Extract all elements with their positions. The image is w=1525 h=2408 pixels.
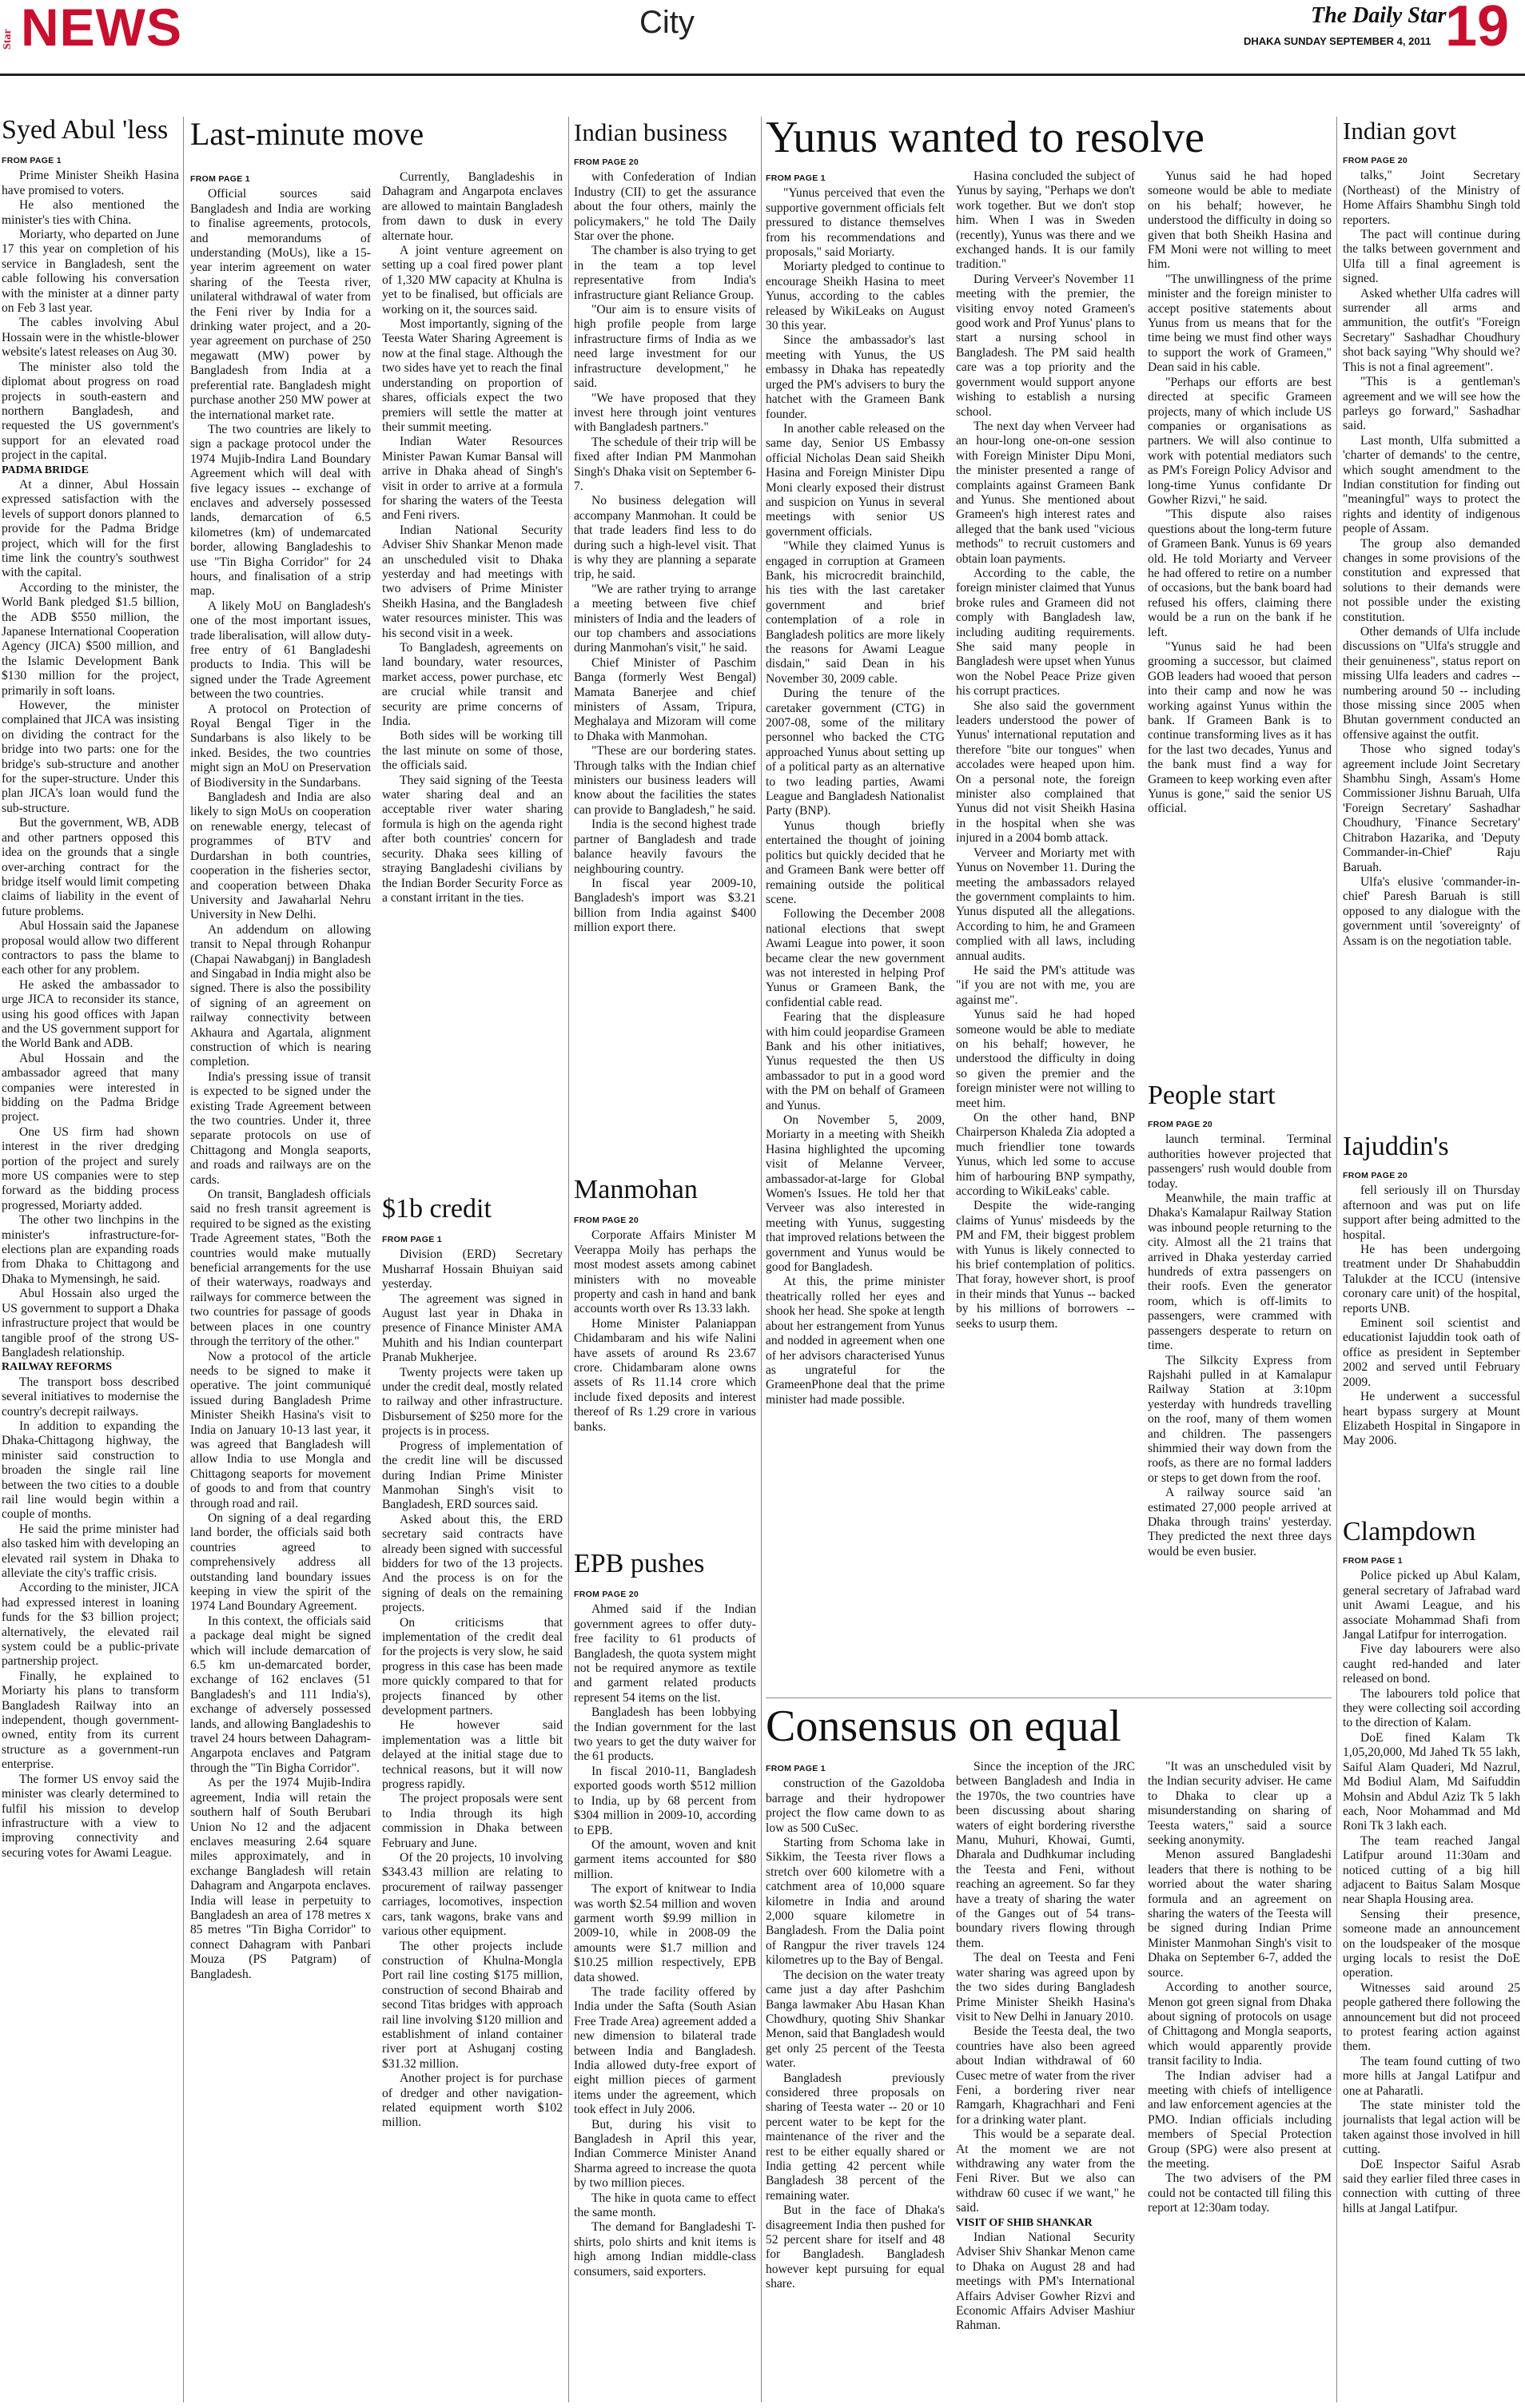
star-logo: Star [2,29,14,50]
story-consensus-c [1148,1760,1332,2404]
paragraph: "These are our bordering states. Through talks with the Indian chief ministers our business leaders will know about the facilities the states can provide to Bangladesh," he said. [574,744,756,817]
continued-from: FROM PAGE 1 [190,174,250,184]
paragraph: The schedule of their trip will be fixed after Indian PM Manmohan Singh's Dhaka visit on September 6-7. [574,435,756,493]
paragraph: The Indian adviser had a meeting with chiefs of intelligence and law enforcement agencies at the PMO. Indian officials including members of Special Protection Group (SPG) were also present at the meeting. [1148,2068,1332,2171]
paragraph: Now a protocol of the article needs to be signed to make it operative. The joint communiqué issued during Bangladesh Prime Minister Sheikh Hasina's visit to India on January 10-13 last year, it was agreed that Bangladesh will allow India to use Mongla and Chittagong seaports for movement of goods to and from that country through road and rail. [190,1349,371,1510]
story-consensus-a [766,1760,945,2404]
paragraph: Currently, Bangladeshis in Dahagram and Angarpota enclaves are allowed to maintain Bangladesh from dawn to dusk in every alternate hour. [382,170,563,243]
paragraph: Hasina concluded the subject of Yunus by saying, "Perhaps we don't work together. But we don't stop him. When I was in Sweden (recently), Yunus was there and we exchanged hands. It is our family tradition." [956,169,1135,272]
paragraph: Ulfa's elusive 'commander-in-chief' Paresh Baruah is still opposed to any dialogue with the government until 'sovereignty' of Assam is on the negotiation table. [1343,874,1520,948]
story-people [1148,1116,1332,1691]
paragraph: Bangladesh and India are also likely to sign MoUs on cooperation on renewable energy, telecast of programmes of BTV and Durdarshan in both countries, cooperation in the fisheries sector, and cooperation between Dhaka University and Jawaharlal Nehru University in New Delhi. [190,790,371,922]
masthead [0,0,1525,74]
paragraph: The demand for Bangladeshi T-shirts, polo shirts and knit items is high among Indian middle-class consumers, said exporters. [574,2220,756,2279]
headline: Yunus wanted to resolve [766,113,1205,162]
paragraph: The two countries are likely to sign a package protocol under the 1974 Mujib-Indira Land Boundary Agreement which will deal with five legacy issues -- exchange of enclaves and adversely possessed lands, demarcation of 6.5 kilometres (km) of undemarcated border, allowing Bangladeshis to use "Tin Bigha Corridor" for 24 hours, and finalisation of a strip map. [190,422,371,599]
page-number: 19 [1445,0,1510,58]
paragraph: They said signing of the Teesta water sharing deal and an acceptable river water sharing formula is high on the agenda right after both countries' concern for security. Dhaka sees killing of straying Bangladeshi civilians by the Indian Border Security Force as a constant irritant in the ties. [382,773,563,905]
paragraph: An addendum on allowing transit to Nepal through Rohanpur (Chapai Nawabganj) in Bangladesh and Singabad in India might also be signed. There is also the possibility of signing of an agreement on railway connectivity between Akhaura and Agartala, alignment construction of which is nearing completion. [190,922,371,1069]
story-indianbiz [574,153,756,1167]
paragraph: During Verveer's November 11 meeting with the premier, the visiting envoy noted Grameen's good work and Prof Yunus' plans to start a nursing school in Bangladesh. The PM said health care was a top priority and the government would support anyone wishing to establish a nursing school. [956,272,1135,419]
paragraph: Police picked up Abul Kalam, general secretary of Jafrabad ward unit Awami League, and his associate Mohammad Shafi from Jangal Latifpur for interrogation. [1343,1569,1520,1642]
paragraph: Official sources said Bangladesh and India are working to finalise agreements, protocols, and memorandums of understanding (MoUs), like a 15-year interim agreement on water sharing of the Teesta river, unilateral withdrawal of water from the Feni river by India for a drinking water project, and a 20-year agreement on purchase of 250 megawatt (MW) power by Bangladesh from India at a preferential rate. Bangladesh might purchase another 250 MW power at the international market rate. [190,187,371,422]
paragraph: Yunus though briefly entertained the thought of joining politics but quickly decided that he and Grameen Bank were better off remaining outside the political scene. [766,818,945,906]
masthead-rule [0,74,1525,76]
paragraph: But, during his visit to Bangladesh in April this year, Indian Commerce Minister Anand Sharma agreed to increase the quota by two million pieces. [574,2117,756,2191]
paragraph: The Silkcity Express from Rajshahi pulled in at Kamalapur Railway Station at 3:10pm yesterday with hundreds travelling on the roof, many of them women and children. The passengers shimmied their way down from the roofs, as there are no formal ladders or steps to get down from the roof. [1148,1353,1332,1485]
paragraph: The group also demanded changes in some provisions of the constitution and expressed that solutions to their demands were not possible under the existing constitution. [1343,536,1520,624]
paragraph: fell seriously ill on Thursday afternoon and was put on life support after being admitted to the hospital. [1343,1184,1520,1242]
paragraph: However, the minister complained that JICA was insisting on dividing the contract for the bridge into two parts: one for the bridge's sub-structure and another for the super-structure. Under this plan JICA's loan would fund the sub-structure. [2,699,179,815]
paragraph: Yunus said he had hoped someone would be able to mediate on his behalf; however, he understood the difficulty in doing so given the premier and the foreign minister were not willing to meet him. [956,1008,1135,1110]
paragraph: He also mentioned the minister's ties with China. [2,198,179,227]
paragraph: Twenty projects were taken up under the credit deal, mostly related to railway and other infrastructure. Disbursement of $250 more for the projects is in process. [382,1365,563,1439]
paragraph: The team reached Jangal Latifpur around 11:30am and noticed cutting of a big hill adjacent to Baitus Salam Mosque near Shapla Housing area. [1343,1833,1520,1907]
newspaper-name: The Daily Star [1311,3,1447,28]
paragraph: At this, the prime minister theatrically rolled her eyes and shook her head. She spoke at length about her estrangement from Yunus and nodded in agreement when one of her advisors characterised Yunus as ungrateful for the GrameenPhone deal that the prime minister had made possible. [766,1275,945,1407]
paragraph: The two advisers of the PM could not be contacted till filing this report at 12:30am today. [1148,2171,1332,2215]
story-syed [2,152,179,2404]
continued-from: FROM PAGE 1 [1343,1556,1403,1566]
paragraph: Of the 20 projects, 10 involving $343.43 million are relating to procurement of railway passenger carriages, locomotives, inspection cars, tank wagons, brake vans and various other equipment. [382,1851,563,1939]
paragraph: Abul Hossain said the Japanese proposal would allow two different contractors to pass the blame to each other for any problem. [2,919,179,977]
paragraph: On the other hand, BNP Chairperson Khaleda Zia adopted a much friendlier tone towards Yunus, which led some to accuse him of harbouring BNP sympathy, according to WikiLeaks' cable. [956,1111,1135,1199]
paragraph: The other projects include construction of Khulna-Mongla Port rail line costing $175 million, construction of second Bhairab and second Titas bridges with approach rail line involving $120 million and establishment of inland container river port at Ashuganj costing $31.32 million. [382,1939,563,2071]
paragraph: Witnesses said around 25 people gathered there following the announcement but did not proceed to protest fearing action against them. [1343,1980,1520,2054]
paragraph: Indian Water Resources Minister Pawan Kumar Bansal will arrive in Dhaka ahead of Singh's visit in order to arrive at a formula for sharing the waters of the Teesta and Feni rivers. [382,435,563,523]
paragraph: "We are rather trying to arrange a meeting between five chief ministers of India and the leaders of our top chambers and associations during Manmohan's visit," he said. [574,582,756,655]
continued-from: FROM PAGE 1 [766,173,826,183]
paragraph: Those who signed today's agreement include Joint Secretary Shambhu Singh, Assam's Home Commissioner Jishnu Baruah, Ulfa 'Foreign Secretary' Sashadhar Choudhury, 'Finance Secretary' Chitrabon Hazarika, and 'Deputy Commander-in-Chief' Raju Baruah. [1343,742,1520,874]
continued-from: FROM PAGE 1 [2,156,62,165]
story-b1credit [382,1231,563,2404]
headline: Indian govt [1343,117,1457,145]
paragraph: Prime Minister Sheikh Hasina have promised to voters. [2,169,179,197]
paragraph: He asked the ambassador to urge JICA to reconsider its stance, using his good offices with Japan and the US government support for the World Bank and ADB. [2,977,179,1051]
paragraph: He underwent a successful heart bypass surgery at Mount Elizabeth Hospital in Singapore in May 2006. [1343,1390,1520,1448]
paragraph: A protocol on Protection of Royal Bengal Tiger in the Sundarbans is also likely to be inked. Besides, the two countries might sign an MoU on Preservation of Biodiversity in the Sundarbans. [190,702,371,790]
continued-from: FROM PAGE 1 [766,1764,826,1773]
paragraph: Abul Hossain also urged the US government to support a Dhaka infrastructure project that would be tangible proof of the strong US-Bangladesh relationship. [2,1287,179,1359]
paragraph: The pact will continue during the talks between government and Ulfa till a final agreement is signed. [1343,228,1520,286]
paragraph: She also said the government leaders understood the power of Yunus' international reputation and therefore "bite our tongues" when accolades were heaped upon him. On a personal note, the foreign minister also complained that Yunus did not visit Sheikh Hasina in the hospital when she was injured in a 2004 bomb attack. [956,699,1135,846]
paragraph: In fiscal 2010-11, Bangladesh exported goods worth $512 million to India, up by 68 percent from $304 million in 2009-10, according to EPB. [574,1764,756,1837]
paragraph: Indian National Security Adviser Shiv Shankar Menon came to Dhaka on August 28 and had meetings with PM's International Affairs Adviser Gowher Rizvi and Economic Affairs Adviser Mashiur Rahman. [956,2231,1135,2333]
continued-from: FROM PAGE 1 [382,1235,442,1244]
paragraph: Despite the wide-ranging claims of Yunus' misdeeds by the PM and FM, their biggest problem with Yunus is likely connected to his brief contemplation of politics. That foray, however short, is proof in their minds that Yunus -- backed by his millions of borrowers -- seeks to usurp them. [956,1199,1135,1331]
story-lastminute-b [382,170,563,1189]
paragraph: Verveer and Moriarty met with Yunus on November 11. During the meeting the ambassadors relayed the government complaints to him. Yunus disputed all the allegations. According to him, he and Grameen complied with all laws, including annual audits. [956,846,1135,963]
continued-from: FROM PAGE 20 [1148,1120,1213,1129]
story-epb [574,1586,756,2404]
column-divider [568,117,569,2402]
subheading: RAILWAY REFORMS [2,1361,113,1374]
paragraph: Moriarty pledged to continue to encourage Sheikh Hasina to meet Yunus, according to the cables released by WikiLeaks on August 30 this year. [766,260,945,333]
paragraph: He said the prime minister had also tasked him with developing an elevated rail system in Dhaka to alleviate the city's traffic crisis. [2,1522,179,1580]
paragraph: The transport boss described several initiatives to modernise the country's decrepit railways. [2,1375,179,1419]
paragraph: Corporate Affairs Minister M Veerappa Moily has perhaps the most modest assets among cabinet ministers with no moveable property and cash in hand and bank accounts worth over Rs 13.33 lakh. [574,1228,756,1316]
subheading: VISIT OF SHIB SHANKAR [956,2216,1093,2229]
paragraph: "This dispute also raises questions about the long-term future of Grameen Bank. Yunus is 69 years old. He told Moriarty and Verveer he had offered to retire on a number of occasions, but the bank board had refused his offers, claiming there would be a run on the bank if he left. [1148,507,1332,639]
paragraph: Starting from Schoma lake in Sikkim, the Teesta river flows a stretch over 600 kilometre with a catchment area of 10,000 square kilometre in India and around 2,000 square kilometre in Bangladesh. From the Dalia point of Rangpur the river travels 124 kilometres up to the Bay of Bengal. [766,1836,945,1968]
paragraph: In addition to expanding the Dhaka-Chittagong highway, the minister said construction to broaden the single rail line between the two cities to a double rail line would begin within a couple of months. [2,1419,179,1522]
column-divider [761,117,762,2402]
paragraph: On transit, Bangladesh officials said no fresh transit agreement is required to be signed as the existing Trade Agreement states, "Both the countries would make mutually beneficial arrangements for the use of their waterways, roadways and railways for commerce between the two countries for passage of goods between places in one country through the territory of the other." [190,1188,371,1349]
paragraph: "Our aim is to ensure visits of high profile people from large infrastructure firms of India as we need large investment for our infrastructure development," he said. [574,303,756,391]
paragraph: Finally, he explained to Moriarty his plans to transform Bangladesh Railway into an independent, though government-owned, entity from its current structure as a government-run enterprise. [2,1669,179,1772]
paragraph: Eminent soil scientist and educationist Iajuddin took oath of office as president in September 2002 and served until February 2009. [1343,1316,1520,1389]
paragraph: "While they claimed Yunus is engaged in corruption at Grameen Bank, his microcredit brainchild, his ties with the last caretaker government and brief contemplation of a role in Bangladesh politics are more likely the reasons for Awami League disdain," said Dean in his November 30, 2009 cable. [766,539,945,686]
paragraph: Yunus said he had hoped someone would be able to mediate on his behalf; however, he understood the difficulty in doing so given that both Sheikh Hasina and FM Moni were not willing to meet him. [1148,169,1332,272]
paragraph: DoE fined Kalam Tk 1,05,20,000, Md Jahed Tk 55 lakh, Saiful Alam Quaderi, Md Nazrul, Md Bodiul Alam, Md Saifuddin Mohsin and Abdul Aziz Tk 5 lakh each, Noor Mohammad and Md Roni Tk 3 lakh each. [1343,1730,1520,1833]
paragraph: According to another source, Menon got green signal from Dhaka about signing of protocols on usage of Chittagong and Mongla seaports, which would apparently provide transit facility to India. [1148,1980,1332,2068]
page-name: City [639,5,695,40]
paragraph: The minister also told the diplomat about progress on road projects in south-eastern and northern Bangladesh, and requested the US government's support for an elevated road project in the capital. [2,360,179,463]
paragraph: Last month, Ulfa submitted a 'charter of demands' to the centre, which sought amendment to the Indian constitution for finding out "meaningful" ways to protect the rights and identity of indigenous people of Assam. [1343,433,1520,536]
paragraph: But the government, WB, ADB and other partners opposed this idea on the grounds that a single over-arching contract for the bridge itself would limit competing claims of liability in the event of future problems. [2,816,179,918]
continued-from: FROM PAGE 20 [1343,156,1408,165]
headline: Iajuddin's [1343,1132,1449,1161]
paragraph: On criticisms that implementation of the credit deal for the projects is very slow, he said progress in this case has been made more quickly compared to that for projects financed by other development partners. [382,1615,563,1717]
story-clampdown [1343,1552,1520,2404]
headline: People start [1148,1081,1276,1110]
paragraph: "This is a gentleman's agreement and we will see how the parleys go forward," Sashadhar said. [1343,375,1520,433]
continued-from: FROM PAGE 20 [574,1590,639,1599]
story-iajuddin [1343,1167,1520,1509]
paragraph: The chamber is also trying to get in the team a top level representative from India's infrastructure giant Reliance Group. [574,244,756,302]
paragraph: According to the minister, the World Bank pledged $1.5 billion, the ADB $550 million, the Japanese International Cooperation Agency (JICA) $500 million, and the Islamic Development Bank $130 million for the project, primarily in soft loans. [2,580,179,698]
paragraph: As per the 1974 Mujib-Indira agreement, India will retain the southern half of South Berubari Union No 12 and the adjacent enclaves measuring 2.64 square miles approximately, and in exchange Bangladesh will retain Dahagram and Angarpota enclaves. India will lease in perpetuity to Bangladesh an area of 178 metres x 85 metres "Tin Bigha Corridor" to connect Dahagram with Panbari Mouza (PS Patgram) of Bangladesh. [190,1776,371,1981]
paragraph: Sensing their presence, someone made an announcement on the loudspeaker of the mosque urging locals to resist the DoE operation. [1343,1907,1520,1980]
paragraph: He said the PM's attitude was "if you are not with me, you are against me". [956,963,1135,1007]
story-manmohan [574,1212,756,1547]
paragraph: He however said implementation was a little bit delayed at the initial stage due to technical reasons, but it will now progress rapidly. [382,1718,563,1792]
paragraph: The former US envoy said the minister was clearly determined to fulfil his mission to develop infrastructure with a view to improving connectivity and securing votes for Awami League. [2,1772,179,1860]
paragraph: Menon assured Bangladeshi leaders that there is nothing to be worried about the water sharing formula and an agreement on sharing the waters of the Teesta will be signed during Indian Prime Minister Manmohan Singh's visit to Dhaka on September 6-7, added the source. [1148,1848,1332,1980]
paragraph: The state minister told the journalists that legal action will be taken against those involved in hill cutting. [1343,2099,1520,2157]
paragraph: He has been undergoing treatment under Dr Shahabuddin Talukder at the ICCU (intensive coronary care unit) of the hospital, reports UNB. [1343,1243,1520,1315]
story-yunus-a [766,169,945,1692]
paragraph: Abul Hossain and the ambassador agreed that many companies were interested in bidding on the Padma Bridge project. [2,1051,179,1124]
paragraph: This would be a separate deal. At the moment we are not withdrawing any water from the Feni River. But we also can withdraw 60 cusec if we want," he said. [956,2127,1135,2215]
paragraph: The labourers told police that they were collecting soil according to the direction of Kalam. [1343,1686,1520,1730]
headline: Consensus on equal [766,1702,1121,1751]
paragraph: "Perhaps our efforts are best directed at specific Grameen projects, many of which include US companies or organisations as partners. We will also continue to work with potential mediators such as PM's Foreign Policy Advisor and long-time Yunus confidante Dr Gowher Rizvi," he said. [1148,375,1332,507]
headline: EPB pushes [574,1549,705,1578]
paragraph: DoE Inspector Saiful Asrab said they earlier filed three cases in connection with cutting of three hills at Jangal Latifpur. [1343,2157,1520,2215]
column-divider [1336,117,1337,2402]
paragraph: The team found cutting of two more hills at Jangal Latifpur and one at Paharatli. [1343,2054,1520,2098]
continued-from: FROM PAGE 20 [574,1216,639,1225]
paragraph: The other two linchpins in the minister's infrastructure-for-elections plan are expanding roads from Dhaka to Chittagong and Dhaka to Mymensingh, he said. [2,1213,179,1286]
paragraph: talks," Joint Secretary (Northeast) of the Ministry of Home Affairs Shambhu Singh told reporters. [1343,169,1520,227]
paragraph: Chief Minister of Paschim Banga (formerly West Bengal) Mamata Banerjee and chief ministers of Assam, Tripura, Meghalaya and Mizoram will come to Dhaka with Manmohan. [574,655,756,743]
paragraph: In fiscal year 2009-10, Bangladesh's import was $3.21 billion from India against $400 million export there. [574,876,756,935]
paragraph: A likely MoU on Bangladesh's one of the most important issues, trade liberalisation, will allow duty-free entry of 61 Bangladeshi products to India. This will be signed under the Trade Agreement between the two countries. [190,599,371,702]
paragraph: India is the second highest trade partner of Bangladesh and trade balance heavily favours the neighbouring country. [574,818,756,876]
story-consensus-b [956,1760,1135,2404]
section-name: NEWS [21,0,182,57]
paragraph: The trade facility offered by India under the Safta (South Asian Free Trade Area) agreement added a new dimension to bilateral trade between India and Bangladesh. India allowed duty-free export of eight million pieces of garment items under the agreement, which took effect in July 2006. [574,1984,756,2117]
paragraph: In this context, the officials said a package deal might be signed which will include demarcation of 6.5 km un-demarcated border, exchange of 162 enclaves (51 Bangladesh's and 111 India's), exchange of adversely possessed lands, and allowing Bangladeshis to travel 24 hours between Dahagram-Angarpota enclaves and Patgram through the "Tin Bigha Corridor". [190,1614,371,1775]
paragraph: One US firm had shown interest in the river dredging portion of the project and surely more US companies were to step forward as the bidding process progressed, Moriarty added. [2,1124,179,1212]
story-lastminute-a [190,170,371,2404]
paragraph: According to the cable, the foreign minister claimed that Yunus broke rules and Grameen did not comply with Bangladesh law, including auditing requirements. She said many people in Bangladesh were upset when Yunus won the Nobel Peace Prize given his corrupt practices. [956,566,1135,699]
paragraph: The deal on Teesta and Feni water sharing was agreed upon by the two sides during Bangladesh Prime Minister Sheikh Hasina's visit to New Delhi in January 2010. [956,1951,1135,2024]
paragraph: In another cable released on the same day, Senior US Embassy official Nicholas Dean said Sheikh Hasina and Foreign Minister Dipu Moni clearly exposed their distrust and suspicion on Yunus in several meetings with senior US government officials. [766,421,945,539]
paragraph: To Bangladesh, agreements on land boundary, water resources, market access, power purchase, etc are crucial while transit and security are prime concerns of India. [382,641,563,729]
story-yunus-b [956,169,1135,1692]
paragraph: Indian National Security Adviser Shiv Shankar Menon made an unscheduled visit to Dhaka yesterday and had meetings with two advisers of Prime Minister Sheikh Hasina, and the Bangladesh water resources minister. This was his second visit in a week. [382,523,563,640]
paragraph: Since the inception of the JRC between Bangladesh and India in the 1970s, the two countries have been discussing about sharing waters of eight bordering riversthe Manu, Muhuri, Khowai, Gumti, Dharala and Dudhkumar including the Teesta and Feni, without reaching an agreement. So far they have a treaty of sharing the water of the Ganges out of 54 trans-boundary rivers flowing through them. [956,1760,1135,1950]
paragraph: The export of knitwear to India was worth $2.54 million and woven garment worth $9.99 million in 2009-10, while in 2008-09 the amounts were $1.7 million and $10.25 million respectively, EPB data showed. [574,1882,756,1984]
paragraph: Bangladesh previously considered three proposals on sharing of Teesta water -- 20 or 10 percent water to be kept for the maintenance of the river and the rest to be either equally shared or India getting 42 percent while Bangladesh 38 percent of the remaining water. [766,2071,945,2203]
dateline: DHAKA SUNDAY SEPTEMBER 4, 2011 [1244,35,1431,47]
paragraph: Both sides will be working till the last minute on some of those, the officials said. [382,729,563,773]
paragraph: On November 5, 2009, Moriarty in a meeting with Sheikh Hasina highlighted the upcoming visit of Melanne Verveer, ambassador-at-large for Global Women's Issues. He told her that Verveer was also interested in meeting with Yunus, suggesting that improved relations between the government and Yunus would be good for Bangladesh. [766,1113,945,1275]
paragraph: But in the face of Dhaka's disagreement India then pushed for 52 percent share for itself and 48 for Bangladesh. Bangladesh however kept pursuing for equal share. [766,2203,945,2291]
paragraph: Following the December 2008 national elections that swept Awami League into power, it soon became clear the new government was not interested in helping Prof Yunus or Grameen Bank, the confidential cable read. [766,907,945,1009]
paragraph: with Confederation of Indian Industry (CII) to get the assurance about the four others, mainly the policymakers," he told The Daily Star over the phone. [574,170,756,244]
headline: $1b credit [382,1194,492,1224]
paragraph: A railway source said 'an estimated 27,000 people arrived at Dhaka through trains' yesterday. They predicted the next three days would be even busier. [1148,1486,1332,1558]
paragraph: The next day when Verveer had an hour-long one-on-one session with Foreign Minister Dipu Moni, the minister presented a range of complaints against Grameen Bank and Yunus. She mentioned about Grameen's high interest rates and alleged that the bank used "vicious methods" to recruit customers and obtain loan payments. [956,419,1135,566]
paragraph: construction of the Gazoldoba barrage and their hydropower project the flow came down to as low as 500 CuSec. [766,1777,945,1835]
paragraph: "We have proposed that they invest here through joint ventures with Bangladesh partners." [574,391,756,435]
paragraph: The cables involving Abul Hossain were in the whistle-blower website's latest releases on Aug 30. [2,316,179,360]
paragraph: Progress of implementation of the credit line will be discussed during Indian Prime Minister Manmohan Singh's visit to Bangladesh, ERD sources said. [382,1439,563,1512]
paragraph: The agreement was signed in August last year in Dhaka in presence of Finance Minister AMA Muhith and his Indian counterpart Pranab Mukherjee. [382,1292,563,1365]
paragraph: Since the ambassador's last meeting with Yunus, the US embassy in Dhaka has repeatedly urged the PM's advisers to bury the hatchet with the Grameen Bank founder. [766,333,945,421]
paragraph: A joint venture agreement on setting up a coal fired power plant of 1,320 MW capacity at Khulna is yet to be finalised, but officials are working on it, the sources said. [382,244,563,316]
paragraph: Division (ERD) Secretary Musharraf Hossain Bhuiyan said yesterday. [382,1248,563,1292]
continued-from: FROM PAGE 20 [1343,1171,1408,1180]
paragraph: The decision on the water treaty came just a day after Pashchim Banga lawmaker Abu Hasan Khan Chowdhury, quoting Shiv Shankar Menon, said that Bangladesh would get only 25 percent of the Teesta water. [766,1968,945,2071]
paragraph: "It was an unscheduled visit by the Indian security adviser. He came to Dhaka to clear up a misunderstanding on sharing of Teesta waters," said a source seeking anonymity. [1148,1760,1332,1848]
paragraph: Five day labourers were also caught red-handed and later released on bond. [1343,1642,1520,1686]
paragraph: According to the minister, JICA had expressed interest in loaning funds for the $3 billion project; alternatively, the elevated rail system could be a public-private partnership project. [2,1581,179,1669]
headline: Syed Abul 'less [2,115,169,145]
paragraph: On signing of a deal regarding land border, the officials said both countries agreed to comprehensively address all outstanding land boundary issues keeping in view the spirit of the 1974 Land Boundary Agreement. [190,1510,371,1614]
paragraph: India's pressing issue of transit is expected to be signed under the existing Trade Agreement between the two countries. Under it, three separate protocols on use of Chittagong and Mongla seaports, and roads and railways are on the cards. [190,1069,371,1187]
paragraph: Of the amount, woven and knit garment items accounted for $80 million. [574,1837,756,1881]
headline: Indian business [574,118,728,146]
paragraph: The project proposals were sent to India through its high commission in Dhaka between February and June. [382,1792,563,1850]
paragraph: Moriarty, who departed on June 17 this year on completion of his service in Bangladesh, sent the cable following his conversation with the minister at a dinner party on Feb 3 last year. [2,228,179,316]
paragraph: Another project is for purchase of dredger and other navigation- related equipment worth $102 million. [382,2072,563,2130]
paragraph: No business delegation will accompany Manmohan. It could be that trade leaders find less to do during such a high-level visit. That is why they are planning a separate trip, he said. [574,494,756,582]
paragraph: At a dinner, Abul Hossain expressed satisfaction with the levels of support donors planned to provide for the Padma Bridge project, which will for the first time link the country's southwest with the capital. [2,477,179,580]
paragraph: Fearing that the displeasure with him could jeopardise Grameen Bank and his other initiatives, Yunus requested the then US ambassador to put in a good word with the PM on behalf of Grameen and Yunus. [766,1010,945,1112]
paragraph: The hike in quota came to effect the same month. [574,2191,756,2220]
paragraph: Bangladesh has been lobbying the Indian government for the last two years to get the duty waiver for the 61 products. [574,1706,756,1764]
paragraph: Meanwhile, the main traffic at Dhaka's Kamalapur Railway Station was inbound people returning to the city. Almost all the 21 trains that arrived in Dhaka yesterday carried hundreds of extra passengers on their roofs. Even the generator room, which is off-limits to passengers, were crammed with passengers desperate to return on time. [1148,1192,1332,1353]
paragraph: During the tenure of the caretaker government (CTG) in 2007-08, some of the military personnel who backed the CTG approached Yunus about setting up of a political party as an alternative to two leading parties, Awami League and Bangladesh Nationalist Party (BNP). [766,687,945,818]
paragraph: Home Minister Palaniappan Chidambaram and his wife Nalini have assets of around Rs 23.67 crore. Chidambaram alone owns assets of Rs 11.14 crore which include fixed deposits and interest thereof of Rs 1.29 crore in various banks. [574,1316,756,1434]
paragraph: Beside the Teesta deal, the two countries have also been agreed about Indian withdrawal of 60 Cusec metre of water from the river Feni, a bordering river near Ramgarh, Khagrachhari and Feni for a drinking water plant. [956,2024,1135,2127]
headline: Last-minute move [190,116,424,152]
paragraph: "Yunus perceived that even the supportive government officials felt pressured to distance themselves from his recommendations and proposals," said Moriarty. [766,186,945,260]
paragraph: Ahmed said if the Indian government agrees to offer duty-free facility to 61 products of Bangladesh, the quota system might not be required anymore as textile and garment related products represent 54 items on the list. [574,1602,756,1705]
paragraph: Asked whether Ulfa cadres will surrender all arms and ammunition, the outfit's "Foreign Secretary" Sashadhar Choudhury shot back saying "Why should we? This is not a final agreement". [1343,286,1520,374]
column-divider [183,117,184,2402]
headline: Manmohan [574,1175,698,1204]
paragraph: Most importantly, signing of the Teesta Water Sharing Agreement is now at the final stage. Although the two sides have yet to reach the final understanding on proportion of shares, officials expect the two premiers will settle the matter at their summit meeting. [382,317,563,434]
story-indiangovt [1343,152,1520,1125]
subheading: PADMA BRIDGE [2,464,90,476]
paragraph: Other demands of Ulfa include discussions on "Ulfa's struggle and their genuineness", status report on missing Ulfa leaders and cadres -- numbering around 50 -- including those missing since 2005 when Bhutan government conducted an offensive against the outfit. [1343,625,1520,742]
paragraph: launch terminal. Terminal authorities however projected that passengers' rush would double from today. [1148,1132,1332,1191]
paragraph: "The unwillingness of the prime minister and the foreign minister to accept positive statements about Yunus from us means that for the time being we must find other ways to support the work of Grameen," Dean said in his cable. [1148,272,1332,375]
paragraph: "Yunus said he had been grooming a successor, but claimed GOB leaders had wooed that person into their camp and now he was working against Yunus within the bank. If Grameen Bank is to continue transforming lives as it has for the last two decades, Yunus and the bank must find a way for Grameen to keep working even after Yunus is gone," said the senior US official. [1148,640,1332,816]
continued-from: FROM PAGE 20 [574,157,639,167]
paragraph: Asked about this, the ERD secretary said contracts have already been signed with successful bidders for two of the 13 projects. And the process is on for the signing of deals on the remaining projects. [382,1512,563,1615]
headline: Clampdown [1343,1517,1476,1546]
